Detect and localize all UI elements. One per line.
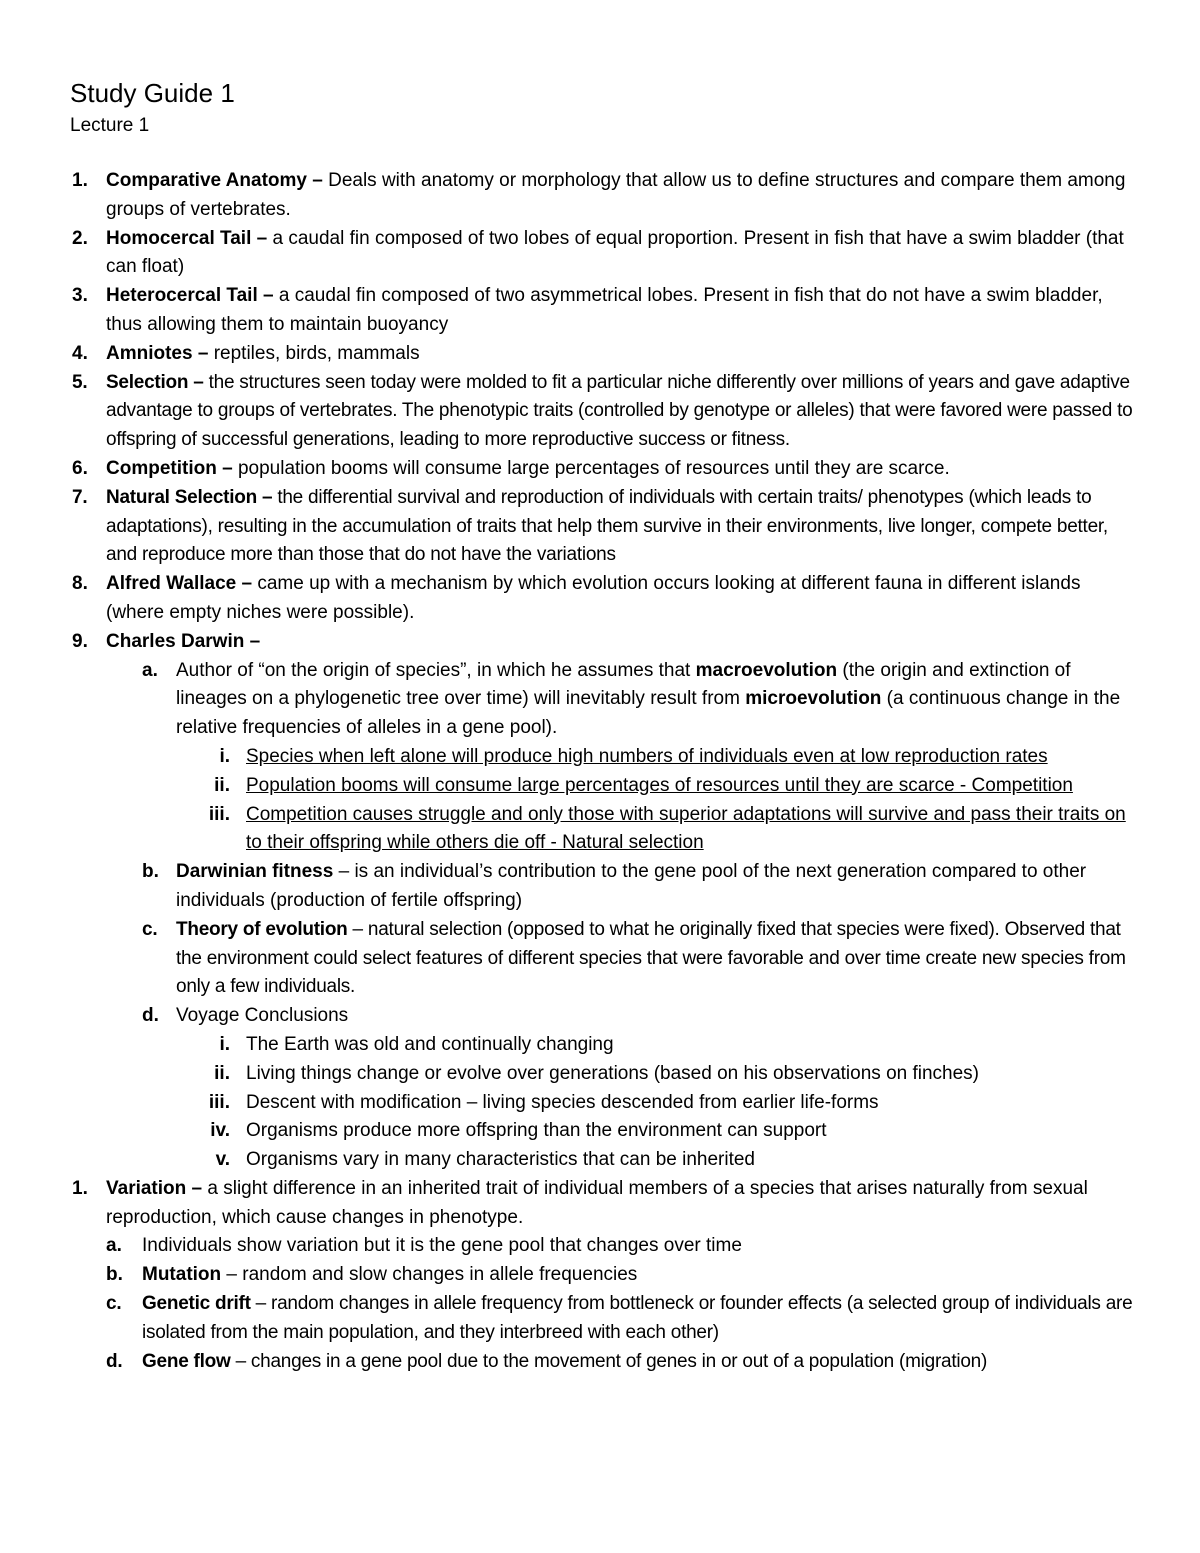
variation-subitem: d. Gene flow – changes in a gene pool due to the movement of genes in or out of a population (migration) — [106, 1350, 988, 1372]
voyage-conclusion: iv. Organisms produce more offspring than the environment can support — [210, 1120, 827, 1142]
darwin-a-subitem: iii. Competition causes struggle and only those with superior adaptations will survive and pass their traits on to their offspring while others die off - Natural selection — [208, 803, 1126, 854]
darwin-item-d: d. Voyage Conclusions — [142, 1005, 349, 1027]
list-item: 6. Competition – population booms will consume large percentages of resources until they are scarce. — [72, 457, 950, 479]
voyage-conclusion: iii. Descent with modification – living species descended from earlier life-forms — [208, 1091, 879, 1113]
list-item: 7. Natural Selection – the differential survival and reproduction of individuals with certain traits/ phenotypes (which leads to adaptations), resulting in the accumulation of traits that help them survive in their environments, live longer, compete better, and reproduce more than those that do not have the variations — [72, 486, 1108, 566]
definition: a caudal fin composed of two lobes of equal proportion. Present in fish that have a swim bladder (that can float) — [106, 227, 1124, 278]
voyage-conclusion: v. Organisms vary in many characteristics that can be inherited — [215, 1149, 755, 1171]
variation-subitem: b. Mutation – random and slow changes in allele frequencies — [106, 1264, 638, 1286]
term: Comparative Anatomy – — [106, 170, 323, 191]
list-item-darwin: 9. Charles Darwin – — [72, 630, 261, 652]
darwin-item-b: b. Darwinian fitness – is an individual’s contribution to the gene pool of the next generation compared to other individuals (production of fertile offspring) — [142, 861, 1087, 911]
darwin-item-a: a. Author of “on the origin of species”, in which he assumes that macroevolution (the origin and extinction of lineages on a phylogenetic tree over time) will inevitably result from microevolution (a continuous change in the relative frequencies of alleles in a gene pool). — [142, 659, 1121, 739]
term: Homocercal Tail – — [106, 227, 268, 249]
definition: the differential survival and reproduction of individuals with certain traits/ phenotypes (which leads to adaptations), resulting in the accumulation of traits that help them survive in their environments, live longer, compete better, and reproduce more than those that do not have the variations — [106, 486, 1108, 566]
page-title: Study Guide 1 — [70, 78, 235, 108]
list-item-variation: 1. Variation – a slight difference in an inherited trait of individual members of a species that arises naturally from sexual reproduction, which cause changes in phenotype. — [72, 1177, 1088, 1228]
definition: a caudal fin composed of two asymmetrical lobes. Present in fish that do not have a swim bladder, thus allowing them to maintain buoyancy — [106, 285, 1103, 335]
definition: a slight difference in an inherited trait of individual members of a species that arises naturally from sexual reproduction, which cause changes in phenotype. — [106, 1177, 1088, 1228]
list-item: 8. Alfred Wallace – came up with a mechanism by which evolution occurs looking at different fauna in different islands (where empty niches were possible). — [72, 573, 1081, 623]
voyage-conclusion: ii. Living things change or evolve over generations (based on his observations on finches) — [214, 1062, 980, 1084]
term: Heterocercal Tail – — [106, 285, 274, 307]
list-item: 1. Comparative Anatomy – Deals with anatomy or morphology that allow us to define structures and compare them among groups of vertebrates. — [72, 170, 1126, 220]
term: Charles Darwin – — [106, 630, 261, 652]
definition: population booms will consume large percentages of resources until they are scarce. — [232, 457, 950, 479]
definition: came up with a mechanism by which evolution occurs looking at different fauna in different islands (where empty niches were possible). — [106, 573, 1081, 623]
voyage-conclusion: i. The Earth was old and continually changing — [219, 1033, 614, 1055]
definition: the structures seen today were molded to fit a particular niche differently over millions of years and gave adaptive advantage to groups of vertebrates. The phenotypic traits (controlled by genotype or alleles) that were favored were passed to offspring of successful generations, leading to more reproductive success or fitness. — [106, 371, 1133, 451]
term: Variation – — [106, 1177, 203, 1199]
term: macroevolution — [695, 659, 838, 681]
term: Amniotes – — [106, 342, 209, 364]
variation-subitem: a. Individuals show variation but it is the gene pool that changes over time — [106, 1235, 742, 1257]
term: Selection – — [106, 371, 204, 393]
lecture-heading: Lecture 1 — [70, 115, 150, 136]
term: Natural Selection – — [106, 486, 273, 508]
list-item: 2. Homocercal Tail – a caudal fin composed of two lobes of equal proportion. Present in fish that have a swim bladder (that can float) — [72, 227, 1124, 278]
term: Theory of evolution — [176, 918, 348, 940]
term: Darwinian fitness — [176, 861, 334, 883]
study-guide-list — [0, 167, 1200, 1376]
definition: reptiles, birds, mammals — [208, 342, 420, 364]
darwin-item-c: c. Theory of evolution – natural selection (opposed to what he originally fixed that species were fixed). Observed that the environment could select features of different species that were favorable and over time create new species from only a few individuals. — [142, 918, 1126, 998]
list-item: 4. Amniotes – reptiles, birds, mammals — [72, 342, 420, 364]
darwin-a-subitem: ii. Population booms will consume large percentages of resources until they are scarce - Competition — [214, 774, 1073, 796]
term: Competition – — [106, 457, 233, 479]
list-item: 3. Heterocercal Tail – a caudal fin composed of two asymmetrical lobes. Present in fish that do not have a swim bladder, thus allowing them to maintain buoyancy — [72, 285, 1103, 335]
list-item: 5. Selection – the structures seen today were molded to fit a particular niche differently over millions of years and gave adaptive advantage to groups of vertebrates. The phenotypic traits (controlled by genotype or alleles) that were favored were passed to offspring of successful generations, leading to more reproductive success or fitness. — [72, 371, 1133, 451]
darwin-a-subitem: i. Species when left alone will produce high numbers of individuals even at low reproduction rates — [219, 745, 1048, 767]
term: microevolution — [745, 688, 882, 710]
term: Alfred Wallace – — [106, 573, 253, 595]
variation-subitem: c. Genetic drift – random changes in allele frequency from bottleneck or founder effects (a selected group of individuals are isolated from the main population, and they interbreed with each other) — [106, 1293, 1133, 1343]
definition: Deals with anatomy or morphology that allow us to define structures and compare them among groups of vertebrates. — [106, 170, 1126, 220]
